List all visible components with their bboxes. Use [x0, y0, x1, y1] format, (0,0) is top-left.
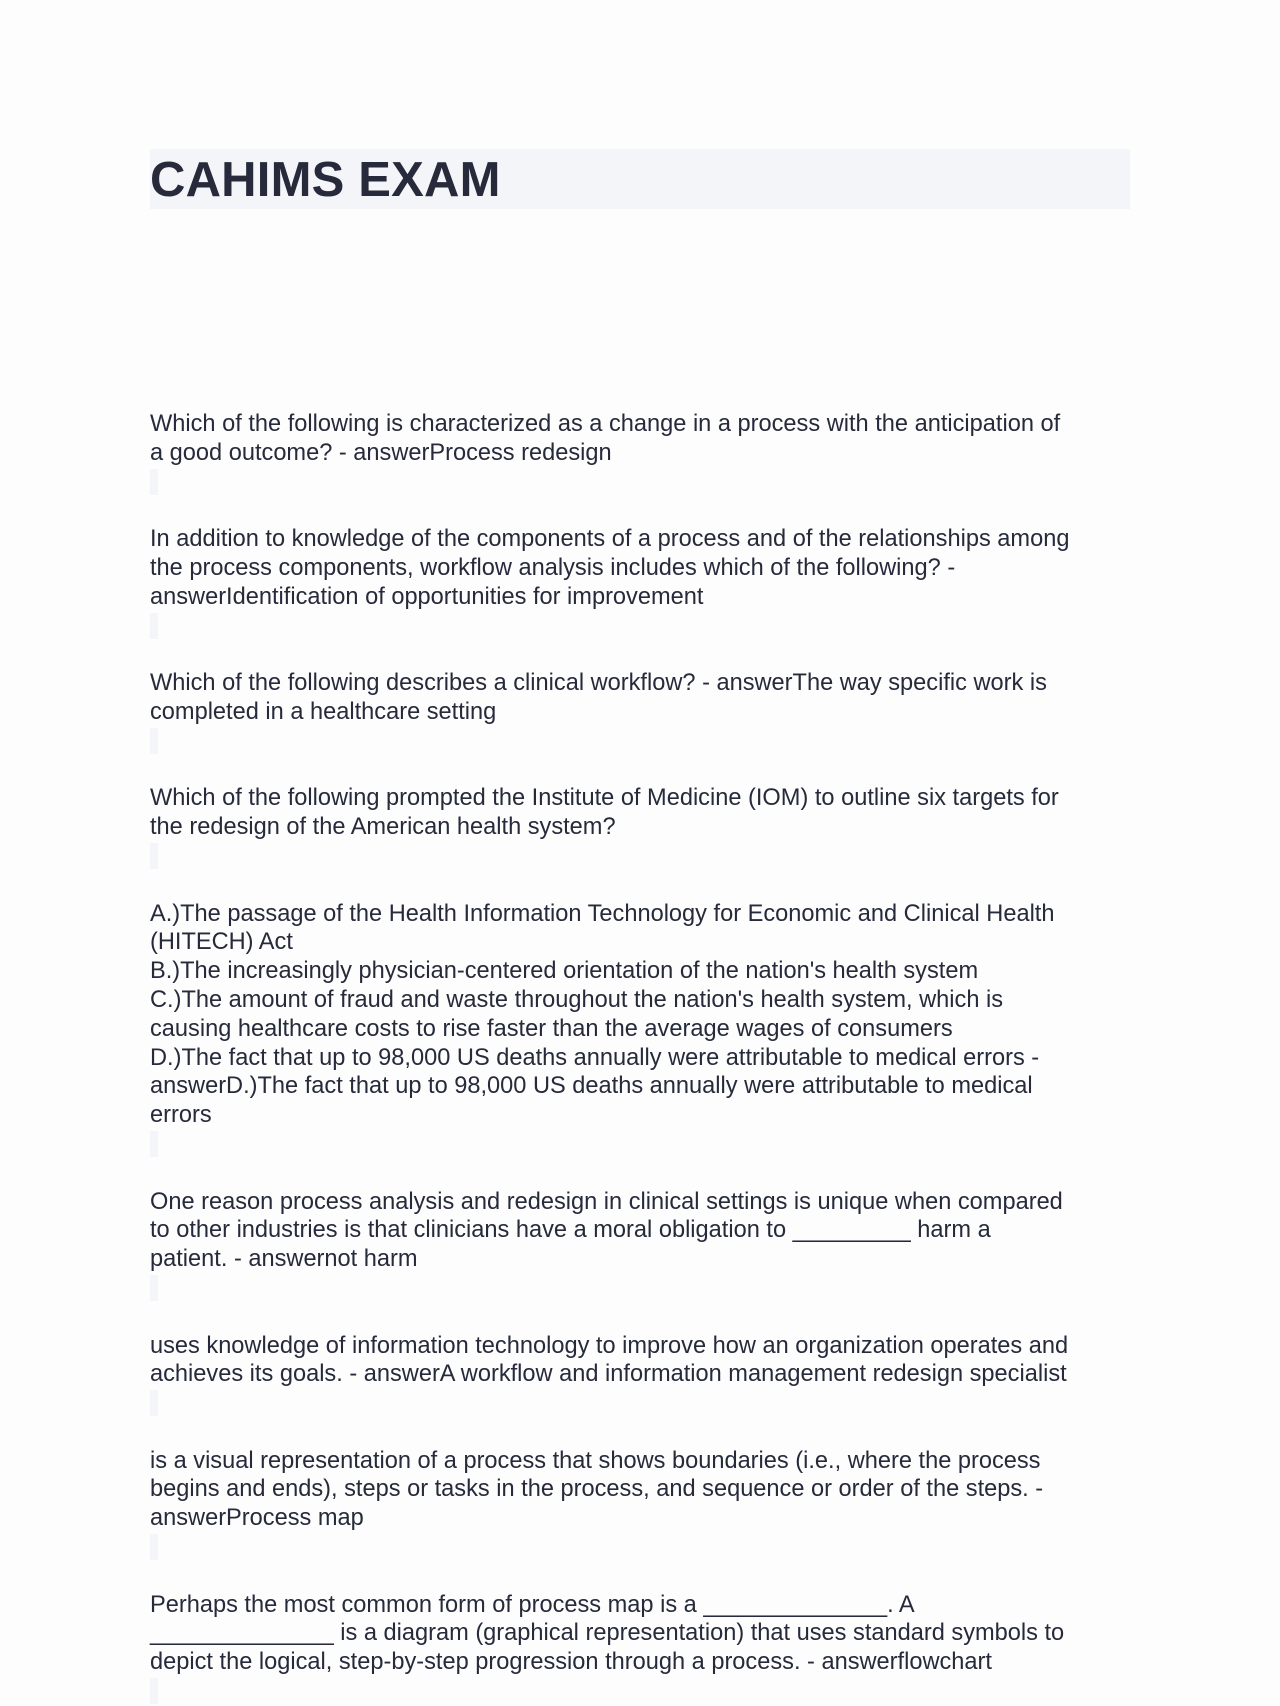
question-1 — [150, 410, 1140, 496]
question-text: One reason process analysis and redesign in clinical settings is unique when compared to other industries is that clinicians have a moral obligation to _________ harm a patient. - answernot harm — [150, 1188, 1140, 1301]
question-text: Perhaps the most common form of process map is a ______________. A ______________ is a diagram (graphical representation) that uses standard symbols to depict the logical, step-by-step progression through a process. - answerflowchart — [150, 1591, 1140, 1704]
page-title: CAHIMS EXAM — [150, 153, 501, 207]
option-a: A.)The passage of the Health Information Technology for Economic and Clinical Health — [150, 900, 1055, 927]
question-text: is a visual representation of a process that shows boundaries (i.e., where the process begins and ends), steps or tasks in the process, and sequence or order of the steps. - answerProcess map — [150, 1447, 1140, 1560]
question-3 — [150, 669, 1140, 755]
option-c: C.)The amount of fraud and waste throughout the nation's health system, which is — [150, 986, 1004, 1013]
question-4 — [150, 784, 1140, 870]
question-text: uses knowledge of information technology to improve how an organization operates and achieves its goals. - answerA workflow and information management redesign specialist — [150, 1332, 1140, 1417]
question-5 — [150, 1188, 1140, 1303]
question-text: Which of the following prompted the Institute of Medicine (IOM) to outline six targets for the redesign of the American health system? — [150, 784, 1140, 869]
answer-options: A.)The passage of the Health Information Technology for Economic and Clinical Health (HITECH) Act B.)The increasingly physician-centered orientation of the nation's health system C.)The amount of fraud and waste throughout the nation's health system, which is causing healthcare costs to rise faster than the average wages of consumers D.)The fact that up to 98,000 US deaths annually were attributable to medical errors - answerD.)The fact that up to 98,000 US deaths annually were attributable to medical errors — [150, 900, 1140, 1157]
question-text: Which of the following is characterized as a change in a process with the anticipation of a good outcome? - answerProcess redesign — [150, 410, 1140, 495]
question-text: Which of the following describes a clinical workflow? - answerThe way specific work is completed in a healthcare setting — [150, 669, 1140, 754]
question-8 — [150, 1591, 1140, 1706]
option-d: D.)The fact that up to 98,000 US deaths annually were attributable to medical errors - — [150, 1044, 1040, 1071]
option-b: B.)The increasingly physician-centered orientation of the nation's health system — [150, 958, 979, 985]
question-text: In addition to knowledge of the components of a process and of the relationships among the process components, workflow analysis includes which of the following? - answerIdentification of opportunities for improvement — [150, 525, 1140, 638]
question-4-options — [150, 900, 1140, 1159]
question-6 — [150, 1332, 1140, 1418]
question-7 — [150, 1447, 1140, 1562]
question-2 — [150, 525, 1140, 640]
document-body — [150, 410, 1140, 1706]
